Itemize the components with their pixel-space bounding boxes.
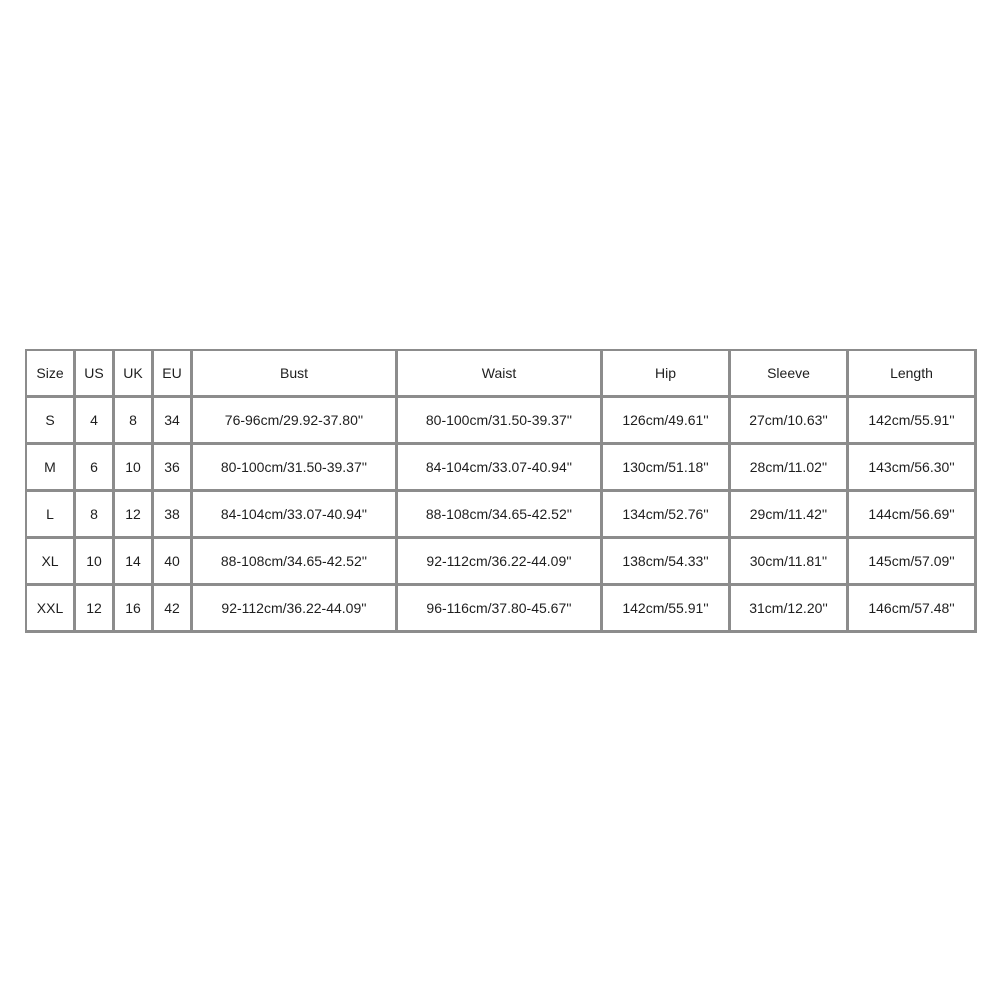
header-length: Length [849, 351, 977, 398]
cell-hip: 138cm/54.33'' [603, 539, 731, 586]
header-row [27, 351, 977, 398]
cell-us: 8 [76, 492, 115, 539]
table-row [27, 586, 977, 633]
cell-waist: 84-104cm/33.07-40.94'' [398, 445, 603, 492]
header-hip: Hip [603, 351, 731, 398]
cell-length: 143cm/56.30'' [849, 445, 977, 492]
table-body [27, 398, 977, 633]
cell-sleeve: 28cm/11.02'' [731, 445, 849, 492]
header-waist: Waist [398, 351, 603, 398]
cell-waist: 88-108cm/34.65-42.52'' [398, 492, 603, 539]
cell-waist: 92-112cm/36.22-44.09'' [398, 539, 603, 586]
cell-eu: 38 [154, 492, 193, 539]
header-bust: Bust [193, 351, 398, 398]
cell-length: 145cm/57.09'' [849, 539, 977, 586]
table-row [27, 492, 977, 539]
cell-length: 144cm/56.69'' [849, 492, 977, 539]
table-row [27, 539, 977, 586]
cell-bust: 76-96cm/29.92-37.80'' [193, 398, 398, 445]
cell-hip: 130cm/51.18'' [603, 445, 731, 492]
cell-uk: 16 [115, 586, 154, 633]
cell-eu: 42 [154, 586, 193, 633]
cell-bust: 84-104cm/33.07-40.94'' [193, 492, 398, 539]
table-header [27, 351, 977, 398]
cell-size: M [27, 445, 76, 492]
cell-sleeve: 27cm/10.63'' [731, 398, 849, 445]
table-row [27, 398, 977, 445]
cell-hip: 126cm/49.61'' [603, 398, 731, 445]
header-sleeve: Sleeve [731, 351, 849, 398]
cell-length: 142cm/55.91'' [849, 398, 977, 445]
header-eu: EU [154, 351, 193, 398]
cell-uk: 8 [115, 398, 154, 445]
cell-bust: 80-100cm/31.50-39.37'' [193, 445, 398, 492]
cell-eu: 34 [154, 398, 193, 445]
cell-bust: 88-108cm/34.65-42.52'' [193, 539, 398, 586]
cell-size: XXL [27, 586, 76, 633]
cell-hip: 142cm/55.91'' [603, 586, 731, 633]
cell-eu: 40 [154, 539, 193, 586]
cell-us: 10 [76, 539, 115, 586]
cell-sleeve: 30cm/11.81'' [731, 539, 849, 586]
header-size: Size [27, 351, 76, 398]
table-row [27, 445, 977, 492]
cell-us: 4 [76, 398, 115, 445]
cell-us: 12 [76, 586, 115, 633]
cell-eu: 36 [154, 445, 193, 492]
cell-us: 6 [76, 445, 115, 492]
cell-hip: 134cm/52.76'' [603, 492, 731, 539]
cell-size: L [27, 492, 76, 539]
cell-waist: 96-116cm/37.80-45.67'' [398, 586, 603, 633]
cell-length: 146cm/57.48'' [849, 586, 977, 633]
cell-size: S [27, 398, 76, 445]
cell-size: XL [27, 539, 76, 586]
size-chart-table [25, 349, 977, 633]
header-uk: UK [115, 351, 154, 398]
cell-sleeve: 31cm/12.20'' [731, 586, 849, 633]
cell-bust: 92-112cm/36.22-44.09'' [193, 586, 398, 633]
cell-waist: 80-100cm/31.50-39.37'' [398, 398, 603, 445]
cell-uk: 14 [115, 539, 154, 586]
cell-uk: 10 [115, 445, 154, 492]
cell-sleeve: 29cm/11.42'' [731, 492, 849, 539]
cell-uk: 12 [115, 492, 154, 539]
header-us: US [76, 351, 115, 398]
